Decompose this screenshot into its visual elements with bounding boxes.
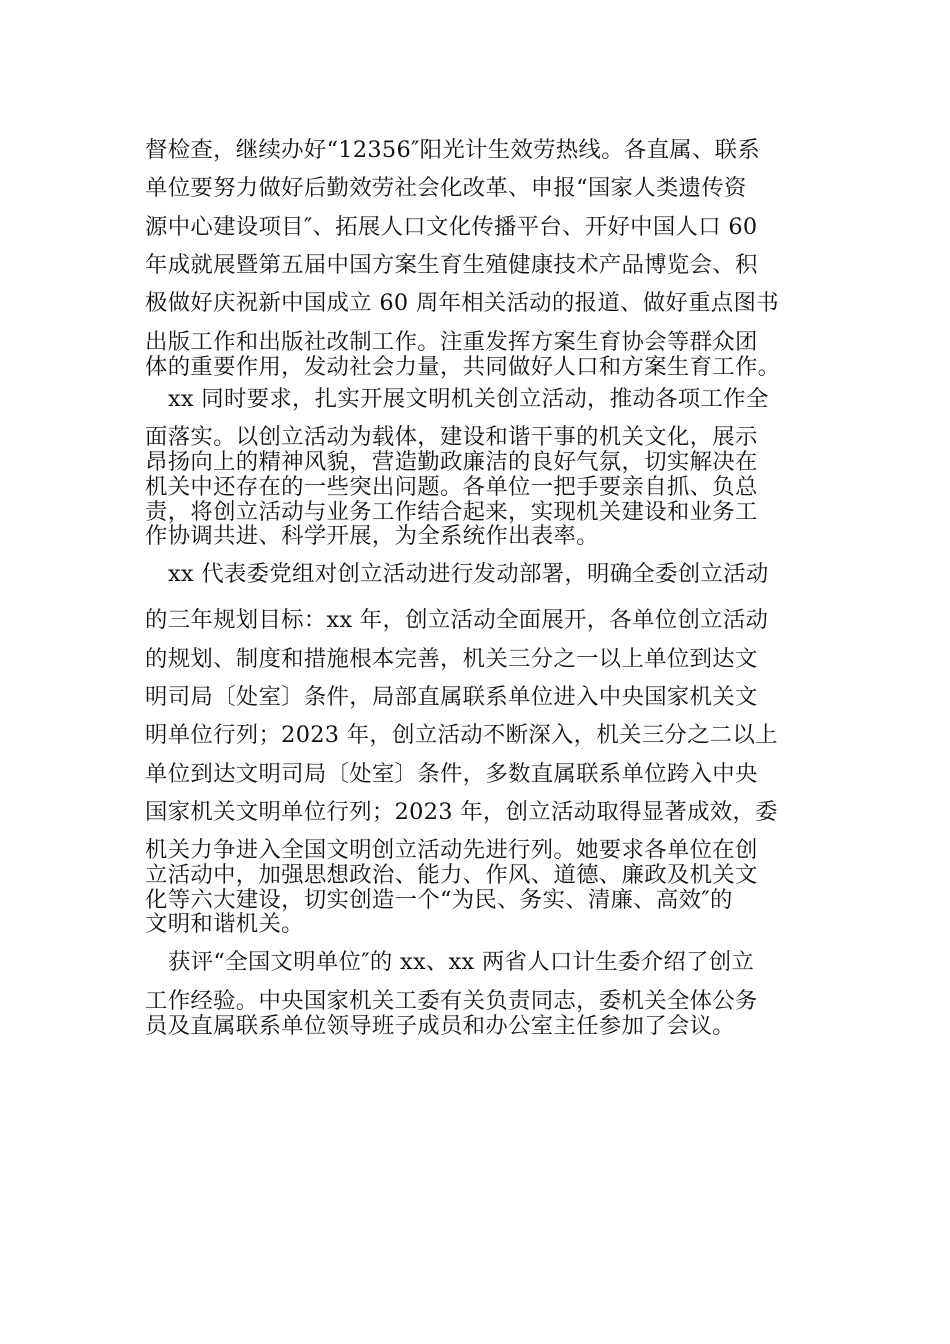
- text-line: 督检查，继续办好“12356″阳光计生效劳热线。各直属、联系: [145, 137, 761, 163]
- text-line: 明单位行列；2023 年，创立活动不断深入，机关三分之二以上: [145, 722, 778, 748]
- text-line: 机关中还存在的一些突出问题。各单位一把手要亲自抓、负总: [145, 474, 758, 500]
- text-line: xx 代表委党组对创立活动进行发动部署，明确全委创立活动: [168, 561, 769, 587]
- text-line: 员及直属联系单位领导班子成员和办公室主任参加了会议。: [145, 1013, 735, 1039]
- text-line: 单位要努力做好后勤效劳社会化改革、申报“国家人类遗传资: [145, 175, 747, 201]
- text-line: 单位到达文明司局〔处室〕条件，多数直属联系单位跨入中央: [145, 761, 758, 787]
- text-line: 出版工作和出版社改制工作。注重发挥方案生育协会等群众团: [145, 329, 758, 355]
- text-line: 国家机关文明单位行列；2023 年，创立活动取得显著成效，委: [145, 799, 778, 825]
- text-line: 的三年规划目标：xx 年，创立活动全面展开，各单位创立活动: [145, 607, 769, 633]
- text-line: 立活动中，加强思想政治、能力、作风、道德、廉政及机关文: [145, 862, 758, 888]
- text-line: xx 同时要求，扎实开展文明机关创立活动，推动各项工作全: [168, 386, 769, 412]
- text-line: 年成就展暨第五届中国方案生育生殖健康技术产品博览会、积: [145, 252, 758, 278]
- text-line: 体的重要作用，发动社会力量，共同做好人口和方案生育工作。: [145, 354, 781, 380]
- text-line: 昂扬向上的精神风貌，营造勤政廉洁的良好气氛，切实解决在: [145, 449, 758, 475]
- text-line: 化等六大建设，切实创造一个“为民、务实、清廉、高效″的: [145, 887, 733, 913]
- text-line: 机关力争进入全国文明创立活动先进行列。她要求各单位在创: [145, 837, 758, 863]
- text-line: 明司局〔处室〕条件，局部直属联系单位进入中央国家机关文: [145, 684, 758, 710]
- text-line: 面落实。以创立活动为载体，建设和谐干事的机关文化，展示: [145, 424, 758, 450]
- text-line: 极做好庆祝新中国成立 60 周年相关活动的报道、做好重点图书: [145, 290, 779, 316]
- text-line: 的规划、制度和措施根本完善，机关三分之一以上单位到达文: [145, 646, 758, 672]
- text-line: 文明和谐机关。: [145, 911, 304, 937]
- text-line: 作协调共进、科学开展，为全系统作出表率。: [145, 523, 599, 549]
- text-line: 源中心建设项目″、拓展人口文化传播平台、开好中国人口 60: [145, 214, 758, 240]
- text-line: 获评“全国文明单位″的 xx、xx 两省人口计生委介绍了创立: [168, 949, 755, 975]
- text-line: 责，将创立活动与业务工作结合起来，实现机关建设和业务工: [145, 499, 758, 525]
- text-line: 工作经验。中央国家机关工委有关负责同志，委机关全体公务: [145, 988, 758, 1014]
